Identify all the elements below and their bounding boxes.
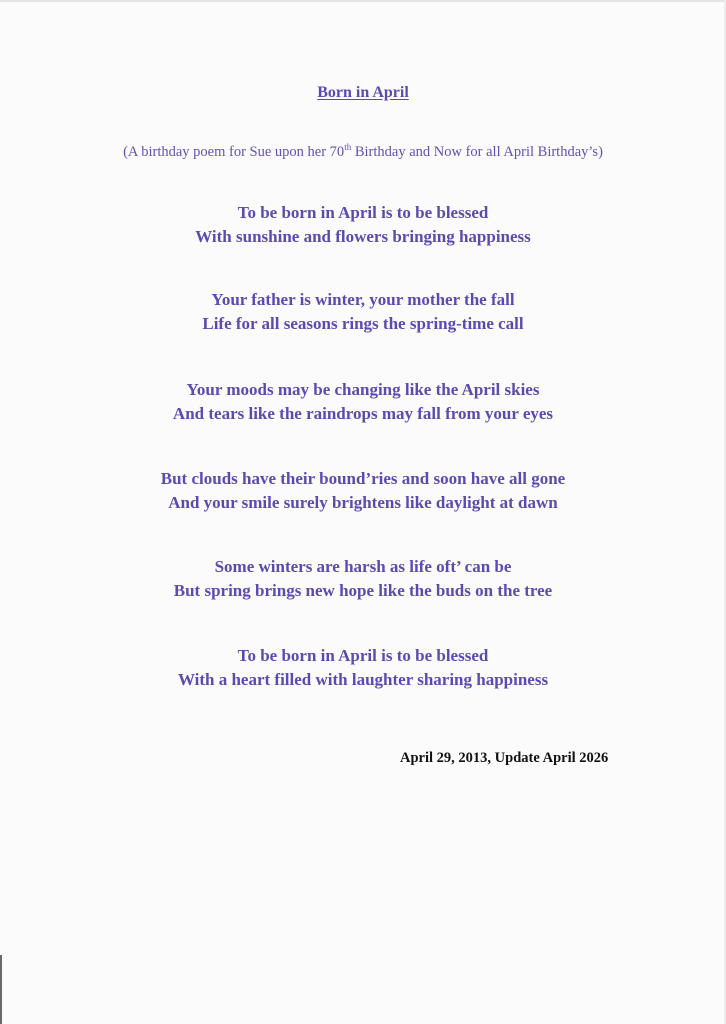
stanza-line: Some winters are harsh as life oft’ can be [214,557,512,576]
poem-title: Born in April [317,84,409,101]
stanza-2 [0,288,726,336]
stanza-6 [0,644,726,692]
stanza-line: And tears like the raindrops may fall from your eyes [172,404,554,423]
stanza-line: To be born in April is to be blessed [237,203,489,222]
stanza-3 [0,378,726,426]
scan-edge-top [0,0,726,2]
stanza-line: But spring brings new hope like the buds on the tree [173,581,553,600]
stanza-line: To be born in April is to be blessed [237,646,489,665]
stanza-4 [0,467,726,515]
poem-subtitle [0,144,726,161]
stanza-1 [0,201,726,249]
stanza-line: Your father is winter, your mother the fall [211,290,515,309]
scan-edge-left-mark [0,955,2,1024]
stanza-line: Your moods may be changing like the April skies [186,380,540,399]
stanza-line: And your smile surely brightens like daylight at dawn [168,493,558,512]
stanza-line: But clouds have their bound’ries and soon have all gone [160,469,566,488]
subtitle-text-before: (A birthday poem for Sue upon her 70 [123,144,345,160]
date-line: April 29, 2013, Update April 2026 [400,750,609,766]
subtitle-text-after: Birthday and Now for all April Birthday’s) [351,144,603,160]
stanza-5 [0,555,726,603]
subtitle-superscript: th [344,142,352,153]
stanza-line: With a heart filled with laughter sharing happiness [177,670,549,689]
stanza-line: With sunshine and flowers bringing happiness [195,227,531,246]
stanza-line: Life for all seasons rings the spring-time call [202,314,524,333]
